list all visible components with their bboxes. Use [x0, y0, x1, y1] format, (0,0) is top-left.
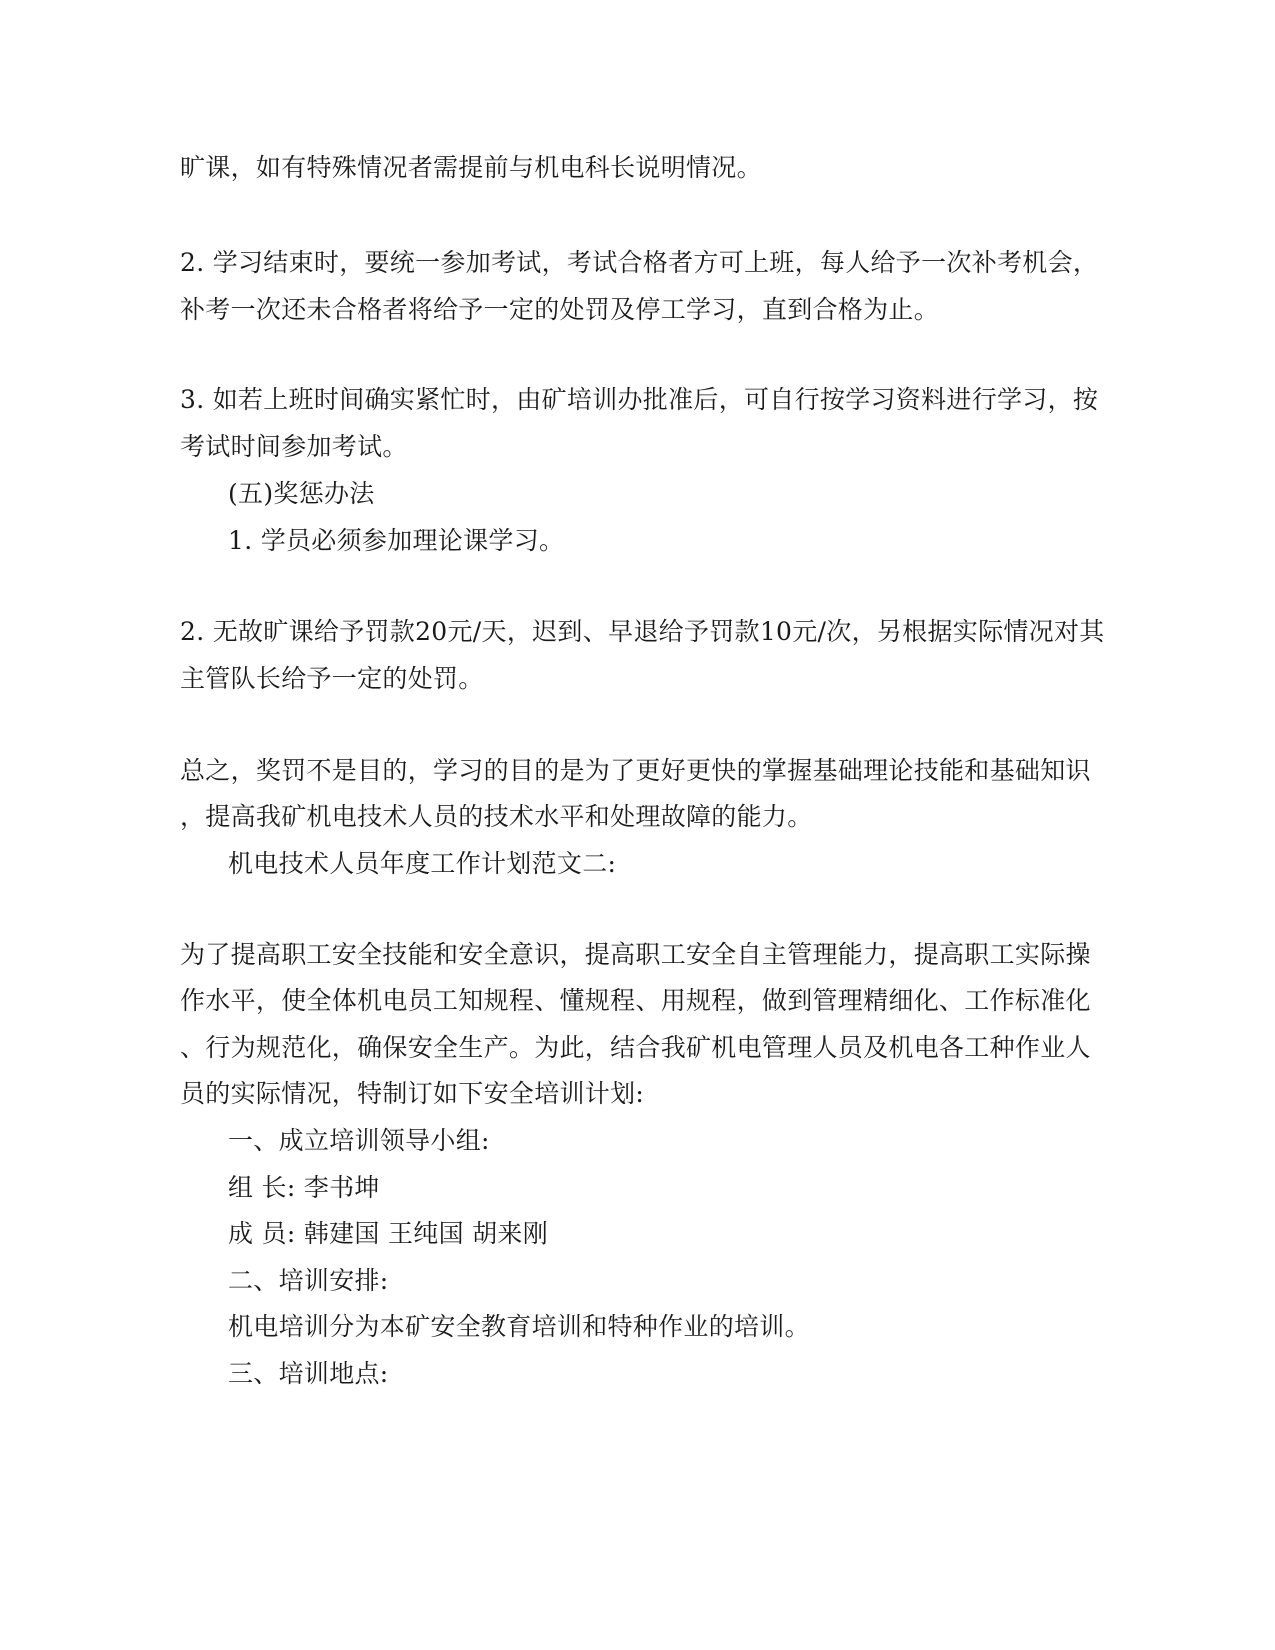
text-line: 员的实际情况，特制订如下安全培训计划: [180, 1079, 645, 1108]
text-line: 总之，奖罚不是目的，学习的目的是为了更好更快的掌握基础理论技能和基础知识 [180, 756, 1091, 785]
section-heading: 二、培训安排: [228, 1266, 389, 1295]
text-line: 作水平，使全体机电员工知规程、懂规程、用规程，做到管理精细化、工作标准化 [180, 986, 1091, 1015]
text-line: 旷课，如有特殊情况者需提前与机电科长说明情况。 [180, 153, 762, 182]
text-line: 考试时间参加考试。 [180, 432, 408, 461]
text-line: 机电培训分为本矿安全教育培训和特种作业的培训。 [228, 1312, 810, 1341]
text-line: 组 长: 李书坤 [228, 1173, 380, 1202]
section-heading: 一、成立培训领导小组: [228, 1126, 490, 1155]
text-line: 补考一次还未合格者将给予一定的处罚及停工学习，直到合格为止。 [180, 295, 940, 324]
text-line: 主管队长给予一定的处罚。 [180, 664, 484, 693]
section-heading: 三、培训地点: [228, 1359, 389, 1388]
text-line: 为了提高职工安全技能和安全意识，提高职工安全自主管理能力，提高职工实际操 [180, 940, 1091, 969]
text-line: 2. 学习结束时，要统一参加考试，考试合格者方可上班，每人给予一次补考机会， [180, 248, 1099, 277]
text-line: ，提高我矿机电技术人员的技术水平和处理故障的能力。 [180, 802, 813, 831]
text-line: 成 员: 韩建国 王纯国 胡来刚 [228, 1219, 549, 1248]
section-heading: (五)奖惩办法 [228, 479, 375, 508]
text-line: 2. 无故旷课给予罚款20元/天，迟到、早退给予罚款10元/次，另根据实际情况对其 [180, 617, 1105, 646]
text-line: 1. 学员必须参加理论课学习。 [228, 526, 565, 555]
section-heading: 机电技术人员年度工作计划范文二: [228, 849, 617, 878]
text-line: 、行为规范化，确保安全生产。为此，结合我矿机电管理人员及机电各工种作业人 [180, 1033, 1091, 1062]
text-line: 3. 如若上班时间确实紧忙时，由矿培训办批准后，可自行按学习资料进行学习，按 [180, 385, 1099, 414]
